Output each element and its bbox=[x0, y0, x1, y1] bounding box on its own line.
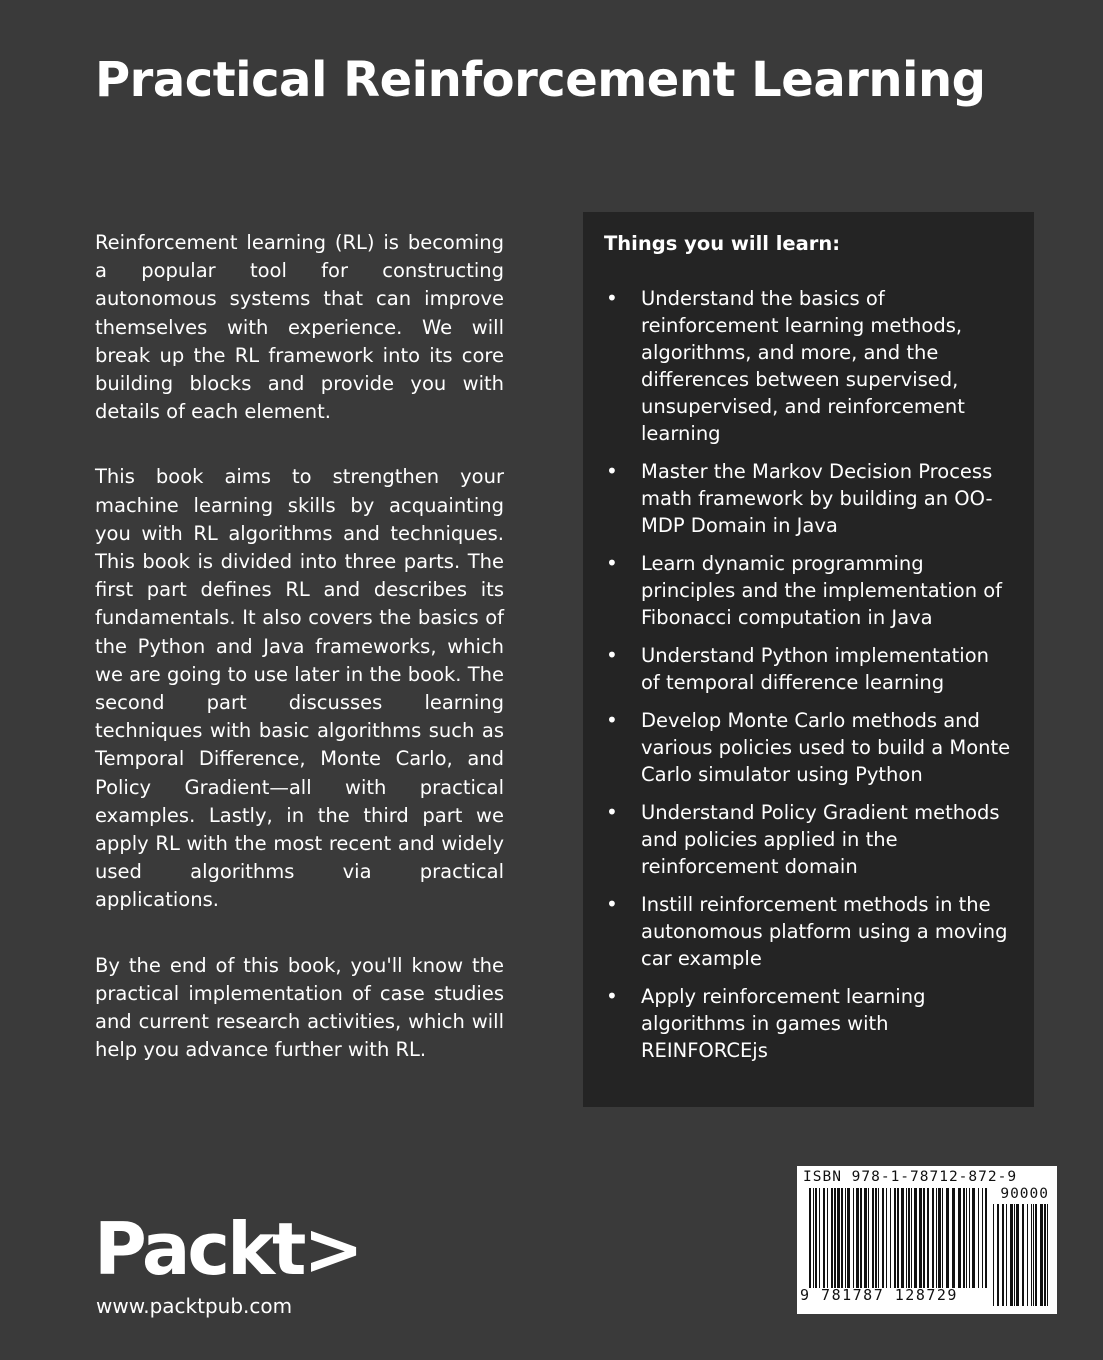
barcode-bar bbox=[875, 1188, 877, 1288]
barcode-bar bbox=[1047, 1204, 1048, 1306]
barcode-bar bbox=[894, 1188, 896, 1288]
list-item-text: Understand Python implementation of temporal difference learning bbox=[641, 644, 990, 694]
bullet-icon: • bbox=[606, 984, 618, 1008]
packt-logo: Packt> bbox=[94, 1207, 361, 1291]
bullet-icon: • bbox=[606, 643, 618, 667]
list-item-text: Understand Policy Gradient methods and policies applied in the reinforcement domain bbox=[641, 801, 1000, 878]
things-you-will-learn-box bbox=[583, 212, 1034, 1107]
barcode-bar bbox=[841, 1188, 843, 1288]
learn-list bbox=[604, 285, 1012, 1064]
barcode-bar bbox=[936, 1188, 937, 1288]
barcode-bar bbox=[886, 1188, 887, 1288]
barcode-bar bbox=[927, 1188, 929, 1288]
bullet-icon: • bbox=[606, 286, 618, 310]
barcode-bar bbox=[1006, 1204, 1007, 1306]
description-paragraph: By the end of this book, you'll know the practical implementation of case studies and current research activities, which will help you advance further with RL. bbox=[95, 953, 504, 1062]
barcode-bar bbox=[823, 1188, 825, 1288]
barcode-bar bbox=[978, 1188, 979, 1288]
barcode-bar bbox=[882, 1188, 884, 1288]
barcode-bar bbox=[997, 1204, 999, 1306]
barcode-bar bbox=[837, 1188, 840, 1288]
isbn-barcode bbox=[797, 1166, 1057, 1314]
description-paragraph: Reinforcement learning (RL) is becoming a popular tool for constructing autonomous systems that can improve themselves with experience. We will break up the RL framework into its core building blocks and provide you with details of each element. bbox=[95, 231, 504, 424]
barcode-bar bbox=[901, 1188, 904, 1288]
barcode-bar bbox=[819, 1188, 820, 1288]
barcode-bar bbox=[878, 1188, 879, 1288]
barcode-bar bbox=[1016, 1204, 1019, 1306]
barcode-bar bbox=[923, 1188, 925, 1288]
barcode-digits: 9 781787 128729 bbox=[800, 1286, 958, 1304]
list-item-text: Understand the basics of reinforcement learning methods, algorithms, and more, and the differences between supervised, unsupervised, and reinforcement learning bbox=[641, 287, 965, 445]
barcode-bar bbox=[856, 1188, 859, 1288]
barcode-bar bbox=[982, 1188, 983, 1288]
barcode-bar bbox=[914, 1188, 917, 1288]
barcode-bar bbox=[853, 1188, 854, 1288]
list-item-text: Learn dynamic programming principles and the implementation of Fibonacci computation in Java bbox=[641, 552, 1003, 629]
list-item-text: Develop Monte Carlo methods and various policies used to build a Monte Carlo simulator using Python bbox=[641, 709, 1011, 786]
barcode-addon-number: 90000 bbox=[1000, 1186, 1049, 1202]
barcode-bar bbox=[1040, 1204, 1043, 1306]
barcode-bar bbox=[942, 1188, 943, 1288]
barcode-bar bbox=[890, 1188, 891, 1288]
barcode-bar bbox=[966, 1188, 967, 1288]
barcode-bar bbox=[1014, 1204, 1015, 1306]
list-item bbox=[604, 642, 1012, 696]
barcode-bar bbox=[868, 1188, 869, 1288]
barcode-bar bbox=[932, 1188, 934, 1288]
barcode-bar bbox=[972, 1188, 975, 1288]
book-title: Practical Reinforcement Learning bbox=[95, 52, 986, 108]
bullet-icon: • bbox=[606, 708, 618, 732]
list-item bbox=[604, 799, 1012, 880]
barcode-bar bbox=[872, 1188, 874, 1288]
barcode-bar bbox=[1031, 1204, 1032, 1306]
list-item bbox=[604, 707, 1012, 788]
barcode-bar bbox=[1044, 1204, 1046, 1306]
barcode-bar bbox=[1002, 1204, 1004, 1306]
bullet-icon: • bbox=[606, 459, 618, 483]
bullet-icon: • bbox=[606, 551, 618, 575]
barcode-bar bbox=[1022, 1204, 1024, 1306]
barcode-bar bbox=[1027, 1204, 1028, 1306]
barcode-bar bbox=[946, 1188, 949, 1288]
barcode-bar bbox=[958, 1188, 961, 1288]
barcode-bar bbox=[993, 1204, 994, 1306]
barcode-bar bbox=[963, 1188, 965, 1288]
list-item bbox=[604, 550, 1012, 631]
barcode-bar bbox=[1035, 1204, 1037, 1306]
bullet-icon: • bbox=[606, 892, 618, 916]
barcode-bar bbox=[809, 1188, 811, 1288]
list-item-text: Apply reinforcement learning algorithms in games with REINFORCEjs bbox=[641, 985, 926, 1062]
barcode-bar bbox=[864, 1188, 867, 1288]
barcode-bar bbox=[860, 1188, 862, 1288]
isbn-text: ISBN 978-1-78712-872-9 bbox=[803, 1169, 1018, 1185]
barcode-bar bbox=[1033, 1204, 1034, 1306]
barcode-bar bbox=[911, 1188, 912, 1288]
barcode-bar bbox=[834, 1188, 836, 1288]
barcode-bar bbox=[815, 1188, 817, 1288]
list-item bbox=[604, 891, 1012, 972]
barcode-bar bbox=[908, 1188, 910, 1288]
description-paragraph: This book aims to strengthen your machine learning skills by acquainting you with RL algorithms and techniques. This book is divided into three parts. The first part defines RL and describes its fundamentals. It also covers the basics of the Python and Java frameworks, which we are going to use later in the book. The second part discusses learning techniques with basic algorithms such as Temporal Difference, Monte Carlo, and Policy Gradient—all with practical examples. Lastly, in the third part we apply RL with the most recent and widely used algorithms via practical applications. bbox=[95, 465, 504, 912]
barcode-bar bbox=[845, 1188, 846, 1288]
learn-heading: Things you will learn: bbox=[604, 232, 841, 255]
barcode-bar bbox=[985, 1188, 987, 1288]
list-item bbox=[604, 285, 1012, 447]
barcode-bar bbox=[969, 1188, 970, 1288]
bullet-icon: • bbox=[606, 800, 618, 824]
list-item bbox=[604, 458, 1012, 539]
publisher-url[interactable]: www.packtpub.com bbox=[96, 1294, 293, 1318]
barcode-bar bbox=[952, 1188, 955, 1288]
barcode-bar bbox=[827, 1188, 828, 1288]
book-description bbox=[95, 229, 504, 1101]
barcode-bar bbox=[847, 1188, 850, 1288]
barcode-bar bbox=[831, 1188, 833, 1288]
list-item bbox=[604, 983, 1012, 1064]
barcode-bar bbox=[813, 1188, 814, 1288]
barcode-bar bbox=[919, 1188, 922, 1288]
barcode-bar bbox=[906, 1188, 907, 1288]
barcode-bar bbox=[938, 1188, 941, 1288]
barcode-bar bbox=[1010, 1204, 1013, 1306]
list-item-text: Instill reinforcement methods in the autonomous platform using a moving car example bbox=[641, 893, 1008, 970]
barcode-bar bbox=[897, 1188, 899, 1288]
list-item-text: Master the Markov Decision Process math framework by building an OO-MDP Domain in Java bbox=[641, 460, 993, 537]
